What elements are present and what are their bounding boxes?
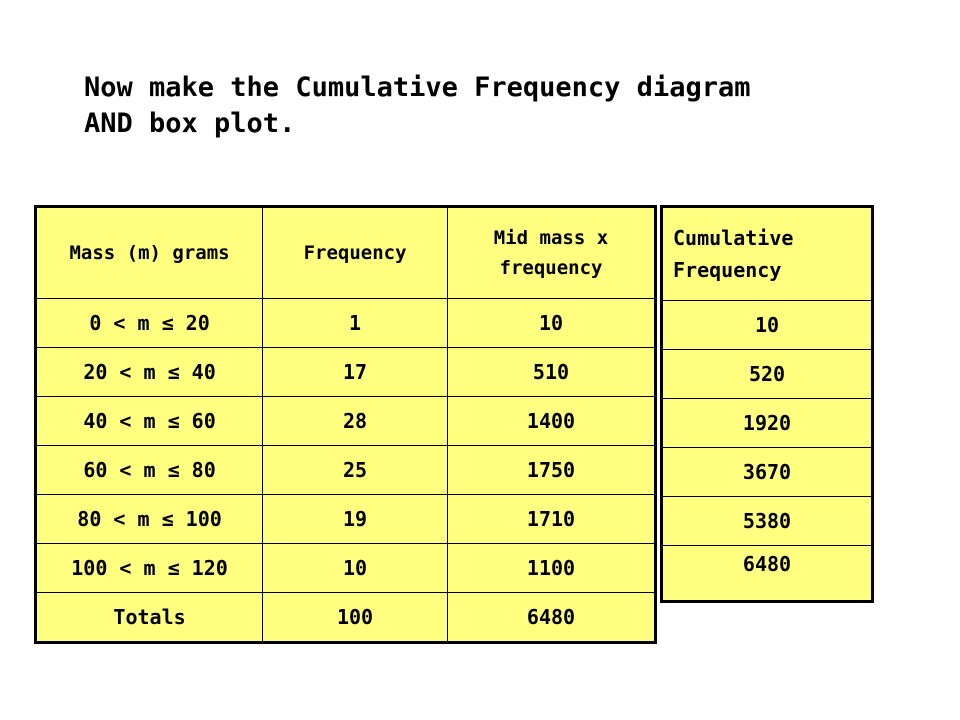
mid-mass-cell: 1750 <box>447 446 655 495</box>
cumulative-cell: 5380 <box>662 497 873 546</box>
table-row <box>662 301 873 350</box>
heading-line-1: Now make the Cumulative Frequency diagram <box>84 72 751 103</box>
mid-mass-cell: 1400 <box>447 397 655 446</box>
table-row <box>662 497 873 546</box>
totals-row <box>36 593 656 643</box>
frequency-cell: 10 <box>263 544 448 593</box>
cumulative-cell: 6480 <box>742 552 792 576</box>
cumulative-header-row <box>662 207 873 301</box>
mass-cell: 100 < m ≤ 120 <box>36 544 263 593</box>
frequency-cell: 19 <box>263 495 448 544</box>
mass-cell: 0 < m ≤ 20 <box>36 299 263 348</box>
cumulative-cell: 10 <box>662 301 873 350</box>
table-row <box>36 495 656 544</box>
table-row <box>36 299 656 348</box>
mid-mass-cell: 1710 <box>447 495 655 544</box>
frequency-cell: 17 <box>263 348 448 397</box>
page-heading <box>84 70 904 142</box>
mid-mass-cell: 1100 <box>447 544 655 593</box>
header-cumulative-frequency: Cumulative Frequency <box>662 207 873 301</box>
cumulative-cell: 520 <box>662 350 873 399</box>
frequency-cell: 25 <box>263 446 448 495</box>
heading-line-2: AND box plot. <box>84 108 296 139</box>
mid-mass-cell: 510 <box>447 348 655 397</box>
table-row <box>36 446 656 495</box>
table-row <box>662 448 873 497</box>
totals-frequency: 100 <box>263 593 448 643</box>
table-row <box>36 348 656 397</box>
table-row <box>36 397 656 446</box>
mid-mass-cell: 10 <box>447 299 655 348</box>
header-frequency: Frequency <box>263 207 448 299</box>
table-row <box>662 350 873 399</box>
mass-cell: 80 < m ≤ 100 <box>36 495 263 544</box>
table-row <box>662 546 873 602</box>
totals-label: Totals <box>36 593 263 643</box>
frequency-table <box>34 205 657 644</box>
table-row <box>36 544 656 593</box>
mass-cell: 40 < m ≤ 60 <box>36 397 263 446</box>
cumulative-cell: 1920 <box>662 399 873 448</box>
mass-cell: 60 < m ≤ 80 <box>36 446 263 495</box>
mass-cell: 20 < m ≤ 40 <box>36 348 263 397</box>
frequency-cell: 28 <box>263 397 448 446</box>
cumulative-cell: 3670 <box>662 448 873 497</box>
header-mid-mass: Mid mass x frequency <box>447 207 655 299</box>
frequency-table-header-row <box>36 207 656 299</box>
frequency-cell: 1 <box>263 299 448 348</box>
table-row <box>662 399 873 448</box>
header-mass: Mass (m) grams <box>36 207 263 299</box>
cumulative-frequency-table <box>660 205 874 603</box>
totals-mid-mass: 6480 <box>447 593 655 643</box>
